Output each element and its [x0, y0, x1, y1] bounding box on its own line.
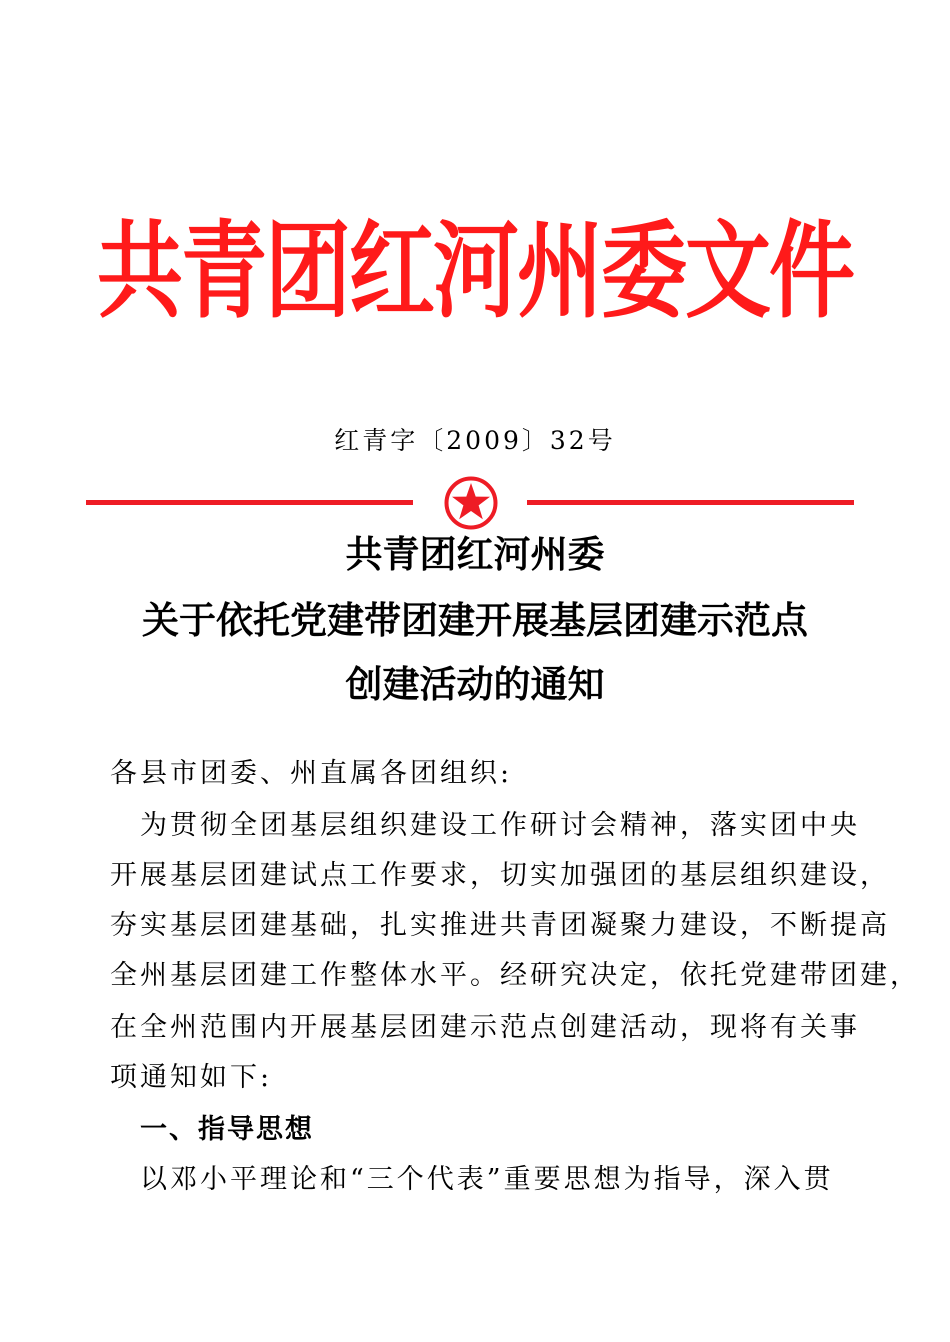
notice-title-line-2: 关于依托党建带团建开展基层团建示范点: [142, 598, 808, 642]
paragraph-1-line: 夯实基层团建基础，扎实推进共青团凝聚力建设，不断提高: [110, 910, 890, 941]
paragraph-1-line: 为贯彻全团基层组织建设工作研讨会精神，落实团中央: [140, 810, 860, 841]
masthead-title: 共青团红河州委文件: [97, 211, 853, 334]
red-rule-right: [527, 500, 854, 505]
document-number: 红青字〔2009〕32号: [334, 426, 616, 455]
paragraph-1-line: 全州基层团建工作整体水平。经研究决定，依托党建带团建，: [110, 960, 920, 991]
red-star-icon: [443, 475, 499, 531]
notice-title-line-3: 创建活动的通知: [345, 662, 605, 706]
paragraph-1-line: 开展基层团建试点工作要求，切实加强团的基层组织建设，: [110, 860, 890, 891]
paragraph-1-line: 项通知如下:: [110, 1062, 273, 1093]
paragraph-2-line: 以邓小平理论和“三个代表”重要思想为指导，深入贯: [140, 1164, 834, 1195]
notice-title-line-1: 共青团红河州委: [345, 532, 605, 576]
red-rule-left: [86, 500, 413, 505]
salutation: 各县市团委、州直属各团组织:: [110, 758, 513, 789]
paragraph-1-line: 在全州范围内开展基层团建示范点创建活动，现将有关事: [110, 1012, 860, 1043]
section-heading: 一、指导思想: [140, 1114, 314, 1145]
